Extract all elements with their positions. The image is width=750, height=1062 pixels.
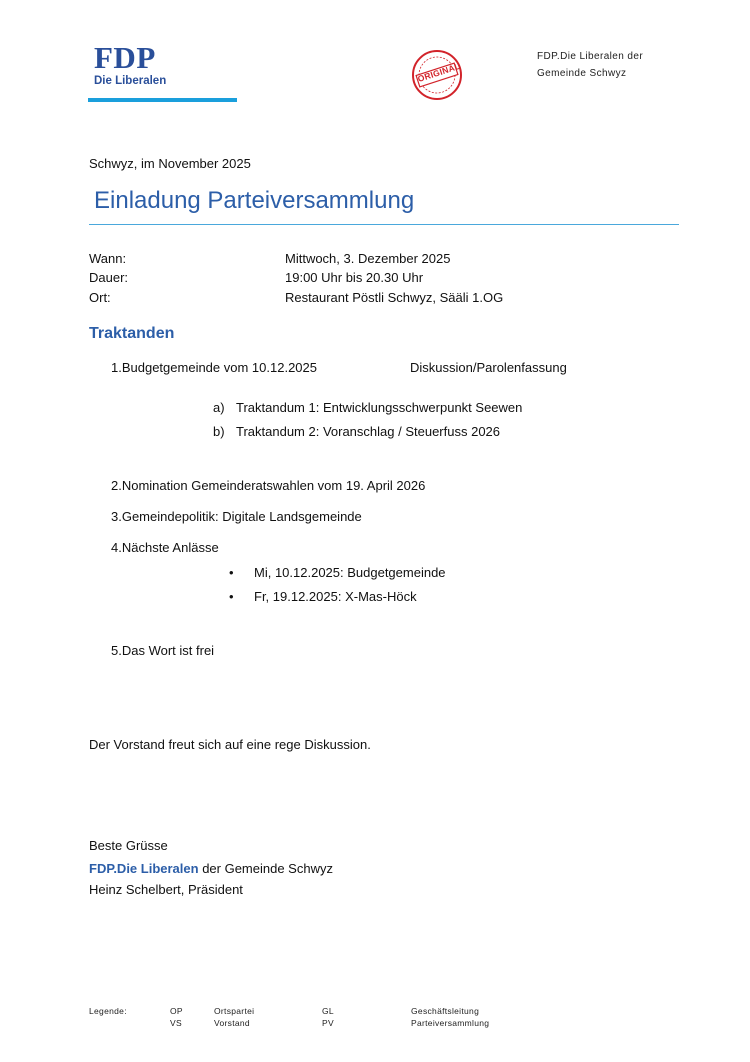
agenda-item-4: 4.Nächste Anlässe <box>111 540 219 555</box>
event-item-2 <box>229 589 417 604</box>
title-divider <box>89 224 679 225</box>
agenda-item-2: 2.Nomination Gemeinderatswahlen vom 19. April 2026 <box>111 478 426 493</box>
sub-item-b: Traktandum 2: Voranschlag / Steuerfuss 2026 <box>236 424 501 439</box>
detail-value-location: Restaurant Pöstli Schwyz, Sääli 1.OG <box>285 290 504 305</box>
detail-label-when: Wann: <box>89 251 127 266</box>
page-title: Einladung Parteiversammlung <box>94 187 415 214</box>
legend-meaning-pv: Parteiversammlung <box>411 1018 490 1028</box>
event-text-2: Fr, 19.12.2025: X-Mas-Höck <box>254 589 417 604</box>
sub-item-a-marker: a) <box>213 400 225 415</box>
original-stamp-icon <box>411 49 463 101</box>
legend-meaning-gl: Geschäftsleitung <box>411 1006 480 1016</box>
logo-subtitle: Die Liberalen <box>94 75 167 87</box>
logo-wordmark: FDP <box>94 40 156 75</box>
legend-abbr-vs: VS <box>170 1018 182 1028</box>
sub-item-a: Traktandum 1: Entwicklungsschwerpunkt Seewen <box>236 400 523 415</box>
agenda-item-3: 3.Gemeindepolitik: Digitale Landsgemeinde <box>111 509 362 524</box>
legend-abbr-pv: PV <box>322 1018 334 1028</box>
sub-item-b-marker: b) <box>213 424 225 439</box>
signature-brand: FDP.Die Liberalen <box>89 861 199 876</box>
detail-value-when: Mittwoch, 3. Dezember 2025 <box>285 251 451 266</box>
signature-name: Heinz Schelbert, Präsident <box>89 882 243 897</box>
agenda-item-1: 1.Budgetgemeinde vom 10.12.2025 <box>111 360 317 375</box>
place-date: Schwyz, im November 2025 <box>89 156 251 171</box>
organisation-line-1: FDP.Die Liberalen der <box>537 51 644 62</box>
legend-abbr-gl: GL <box>322 1006 334 1016</box>
legend-meaning-op: Ortspartei <box>214 1006 255 1016</box>
bullet-icon: • <box>229 565 234 580</box>
legend-label: Legende: <box>89 1006 127 1016</box>
signature-organisation <box>89 861 333 876</box>
event-text-1: Mi, 10.12.2025: Budgetgemeinde <box>254 565 446 580</box>
closing-note: Der Vorstand freut sich auf eine rege Diskussion. <box>89 737 371 752</box>
legend-abbr-op: OP <box>170 1006 183 1016</box>
agenda-heading: Traktanden <box>89 325 175 342</box>
logo-underline <box>88 98 237 102</box>
agenda-item-1-note: Diskussion/Parolenfassung <box>410 360 567 375</box>
organisation-line-2: Gemeinde Schwyz <box>537 68 627 79</box>
greeting: Beste Grüsse <box>89 838 168 853</box>
event-item-1 <box>229 565 446 580</box>
agenda-item-5: 5.Das Wort ist frei <box>111 643 215 658</box>
detail-label-duration: Dauer: <box>89 270 129 285</box>
detail-value-duration: 19:00 Uhr bis 20.30 Uhr <box>285 270 424 285</box>
detail-label-location: Ort: <box>89 290 111 305</box>
bullet-icon: • <box>229 589 234 604</box>
signature-brand-rest: der Gemeinde Schwyz <box>198 861 333 876</box>
stamp-label: ORIGINAL <box>416 60 462 84</box>
legend-meaning-vs: Vorstand <box>214 1018 250 1028</box>
